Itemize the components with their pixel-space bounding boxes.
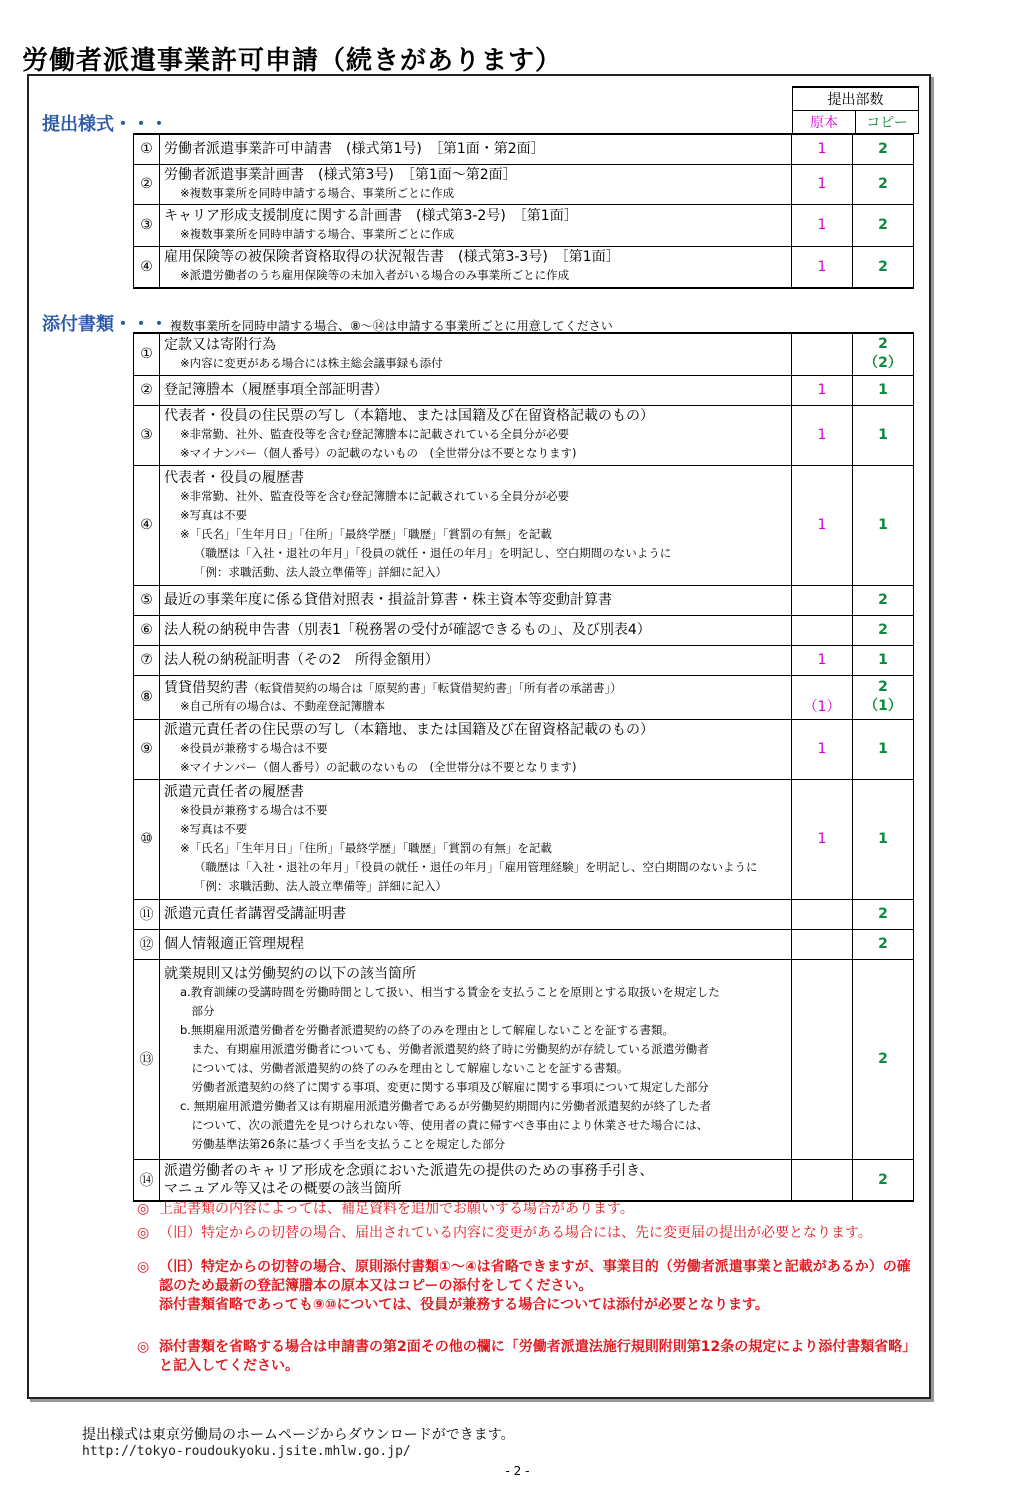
item-note: 労働基準法第26条に基づく手当を支払うことを規定した部分 <box>180 1136 506 1151</box>
item-title: 個人情報適正管理規程 <box>164 936 304 952</box>
item-title: 最近の事業年度に係る貸借対照表・損益計算書・株主資本等変動計算書 <box>164 592 612 608</box>
item-number: ① <box>134 333 160 375</box>
original-count <box>792 585 853 615</box>
item-note: ※マイナンバー（個人番号）の記載のないもの (全世帯分は不要となります) <box>180 760 577 774</box>
original-count: 1 <box>792 204 853 246</box>
item-note: 労働者派遣契約の終了に関する事項、変更に関する事項及び解雇に関する事項について規定した部分 <box>180 1079 709 1094</box>
table-row <box>134 134 914 164</box>
item-description <box>160 779 792 899</box>
item-number: ④ <box>134 465 160 585</box>
item-note-detail: （職歴は「入社・退社の年月」「役員の就任・退任の年月」「雇用管理経験」を明記し、空白期間のないように <box>194 859 758 874</box>
original-count: 1 <box>792 779 853 899</box>
original-count: 1 <box>792 164 853 204</box>
section-forms-label: 提出様式・・・ <box>42 114 168 135</box>
item-title: 法人税の納税証明書（その2 所得金額用） <box>164 652 439 668</box>
table-row <box>134 405 914 465</box>
original-count <box>792 615 853 645</box>
table-row <box>134 585 914 615</box>
item-title: 定款又は寄附行為 <box>164 336 276 353</box>
item-note: ※非常勤、社外、監査役等を含む登記簿謄本に記載されている全員分が必要 <box>180 427 570 441</box>
item-note: ※複数事業所を同時申請する場合、事業所ごとに作成 <box>180 226 455 241</box>
note-text <box>159 1338 911 1376</box>
note-text-extra: 添付書類省略であっても⑨⑩については、役員が兼務する場合については添付が必要となります。 <box>159 1297 769 1313</box>
item-title: 派遣元責任者の履歴書 <box>164 783 304 800</box>
item-note-detail: 「例：求職活動、法人設立準備等」詳細に記入） <box>194 564 447 579</box>
copies-header <box>792 86 919 134</box>
note-item <box>137 1200 917 1219</box>
original-count <box>792 333 853 375</box>
item-note: ※非常勤、社外、監査役等を含む登記簿謄本に記載されている全員分が必要 <box>180 488 570 503</box>
original-count: 1 <box>792 719 853 779</box>
footer-text: 提出様式は東京労働局のホームページからダウンロードができます。 <box>82 1427 515 1443</box>
item-description <box>160 164 792 204</box>
item-title: 雇用保険等の被保険者資格取得の状況報告書 (様式第3-3号) ［第1面］ <box>164 249 620 266</box>
note-text-body: 添付書類を省略する場合は申請書の第2面その他の欄に「労働者派遣法施行規則附則第12条の規定により添付書類省略」と記入してください。 <box>159 1339 910 1374</box>
item-note: ※自己所有の場合は、不動産登記簿謄本 <box>180 698 386 713</box>
copy-count-alt: （2） <box>864 355 902 372</box>
item-description <box>160 719 792 779</box>
item-title: 労働者派遣事業許可申請書 (様式第1号) ［第1面・第2面］ <box>164 141 545 158</box>
item-number: ⑥ <box>134 615 160 645</box>
note-text <box>159 1200 911 1219</box>
table-row <box>134 246 914 288</box>
table-row <box>134 204 914 246</box>
item-note: ※マイナンバー（個人番号）の記載のないもの (全世帯分は不要となります) <box>180 446 577 460</box>
item-title: 派遣元責任者の住民票の写し（本籍地、または国籍及び在留資格記載のもの） <box>164 722 654 738</box>
item-number: ⑨ <box>134 719 160 779</box>
item-title: 派遣元責任者講習受講証明書 <box>164 906 346 922</box>
original-count: 1 <box>792 134 853 164</box>
table-row <box>134 164 914 204</box>
item-number: ⑤ <box>134 585 160 615</box>
item-note: a.教育訓練の受講時間を労働時間として扱い、相当する賃金を支払うことを原則とする取扱いを規定した <box>180 984 720 999</box>
copy-count: 1 <box>853 465 914 585</box>
copy-count-value: 2 <box>878 336 888 353</box>
item-note: ※役員が兼務する場合は不要 <box>180 802 328 817</box>
item-title: 代表者・役員の住民票の写し（本籍地、または国籍及び在留資格記載のもの） <box>164 408 654 424</box>
item-description <box>160 929 792 959</box>
item-note: ※「氏名」「生年月日」「住所」「最終学歴」「職歴」「賞罰の有無」を記載 <box>180 840 552 855</box>
copy-count <box>853 675 914 719</box>
item-title: 法人税の納税申告書（別表1「税務署の受付が確認できるもの」、及び別表4） <box>164 622 651 638</box>
item-number: ⑭ <box>134 1159 160 1201</box>
item-number: ④ <box>134 246 160 288</box>
copy-count: 2 <box>853 585 914 615</box>
bullet-icon: ◎ <box>137 1339 150 1355</box>
item-title: 登記簿謄本（履歴事項全部証明書） <box>164 382 388 398</box>
item-description <box>160 375 792 405</box>
item-note: また、有期雇用派遣労働者についても、労働者派遣契約終了時に労働契約が存続している派遣労働者 <box>180 1041 709 1056</box>
item-title: 就業規則又は労働契約の以下の該当箇所 <box>164 965 416 982</box>
item-description <box>160 645 792 675</box>
item-number: ⑬ <box>134 959 160 1159</box>
item-number: ⑦ <box>134 645 160 675</box>
table-row <box>134 959 914 1159</box>
section-attachments-note: 複数事業所を同時申請する場合、⑧～⑭は申請する事業所ごとに用意してください <box>170 319 613 333</box>
item-number: ③ <box>134 204 160 246</box>
item-note: ※派遣労働者のうち雇用保険等の未加入者がいる場合のみ事業所ごとに作成 <box>180 268 570 283</box>
page-title: 労働者派遣事業許可申請（続きがあります） <box>22 46 563 76</box>
copy-count <box>853 333 914 375</box>
section-attachments-title: 添付書類・・・ <box>42 314 168 335</box>
original-count <box>792 675 853 719</box>
item-title: キャリア形成支援制度に関する計画書 (様式第3-2号) ［第1面］ <box>164 207 578 224</box>
copy-count: 2 <box>853 204 914 246</box>
item-title-line2: マニュアル等又はその概要の該当箇所 <box>164 1180 402 1197</box>
item-note: ※内容に変更がある場合には株主総会議事録も添付 <box>180 355 443 370</box>
note-item <box>137 1258 917 1315</box>
item-number: ② <box>134 375 160 405</box>
original-count: 1 <box>792 405 853 465</box>
copy-count: 2 <box>853 134 914 164</box>
table-row <box>134 899 914 929</box>
table-row <box>134 465 914 585</box>
original-count-value <box>792 678 852 696</box>
copy-count: 2 <box>853 929 914 959</box>
item-description <box>160 204 792 246</box>
copies-header-orig: 原本 <box>793 111 856 134</box>
table-row <box>134 1159 914 1201</box>
copy-count: 1 <box>853 779 914 899</box>
copy-count: 1 <box>853 375 914 405</box>
original-count <box>792 959 853 1159</box>
footer-url: http://tokyo-roudoukyoku.jsite.mhlw.go.jp/ <box>82 1444 411 1459</box>
table-row <box>134 375 914 405</box>
item-description <box>160 333 792 375</box>
item-description <box>160 134 792 164</box>
item-description <box>160 615 792 645</box>
item-number: ① <box>134 134 160 164</box>
note-text <box>159 1224 911 1243</box>
item-title: 賃貸借契約書 <box>164 679 248 696</box>
item-title: 労働者派遣事業計画書 (様式第3号) ［第1面～第2面］ <box>164 166 517 183</box>
copy-count-alt: （1） <box>864 698 902 714</box>
table-row <box>134 779 914 899</box>
bullet-icon: ◎ <box>137 1259 150 1275</box>
item-number: ③ <box>134 405 160 465</box>
copies-header-group: 提出部数 <box>793 87 919 111</box>
original-count <box>792 1159 853 1201</box>
table-row <box>134 645 914 675</box>
item-description <box>160 585 792 615</box>
note-text-body: 上記書類の内容によっては、補足資料を追加でお願いする場合があります。 <box>159 1201 634 1217</box>
forms-table <box>133 133 914 289</box>
item-note-detail: （職歴は「入社・退社の年月」「役員の就任・退任の年月」を明記し、空白期間のないように <box>194 545 672 560</box>
item-title-note: （転貸借契約の場合は「原契約書」「転貸借契約書」「所有者の承諾書」） <box>248 680 622 695</box>
item-description <box>160 899 792 929</box>
copies-header-copy: コピー <box>856 111 919 134</box>
note-text <box>159 1258 911 1315</box>
table-row <box>134 333 914 375</box>
original-count: 1 <box>792 375 853 405</box>
item-note: ※写真は不要 <box>180 821 248 836</box>
original-count: 1 <box>792 246 853 288</box>
item-note: については、労働者派遣契約の終了のみを理由として解雇しないことを証する書類。 <box>180 1060 629 1075</box>
copy-count: 1 <box>853 645 914 675</box>
item-note-detail: 「例：求職活動、法人設立準備等」詳細に記入） <box>194 878 447 893</box>
bullet-icon: ◎ <box>137 1201 150 1217</box>
copy-count: 1 <box>853 405 914 465</box>
table-row <box>134 615 914 645</box>
copy-count: 2 <box>853 246 914 288</box>
copy-count-value: 2 <box>878 679 888 695</box>
table-row <box>134 719 914 779</box>
item-note: ※複数事業所を同時申請する場合、事業所ごとに作成 <box>180 185 455 200</box>
item-note: ※「氏名」「生年月日」「住所」「最終学歴」「職歴」「賞罰の有無」を記載 <box>180 526 552 541</box>
item-note: b.無期雇用派遣労働者を労働者派遣契約の終了のみを理由として解雇しないことを証する書類。 <box>180 1022 674 1037</box>
note-text-body: （旧）特定からの切替の場合、届出されている内容に変更がある場合には、先に変更届の提出が必要となります。 <box>159 1225 872 1241</box>
original-count: 1 <box>792 465 853 585</box>
item-description <box>160 405 792 465</box>
item-description <box>160 1159 792 1201</box>
copy-count: 2 <box>853 615 914 645</box>
item-number: ⑫ <box>134 929 160 959</box>
original-count-alt: （1） <box>803 699 841 715</box>
page-number: - 2 - <box>505 1464 530 1478</box>
item-number: ⑪ <box>134 899 160 929</box>
note-item <box>137 1224 917 1243</box>
item-note: について、次の派遣先を見つけられない等、使用者の責に帰すべき事由により休業させた場合には、 <box>180 1117 709 1132</box>
item-description <box>160 465 792 585</box>
item-number: ② <box>134 164 160 204</box>
item-title: 派遣労働者のキャリア形成を念頭においた派遣先の提供のための事務手引き、 <box>164 1162 654 1179</box>
item-description <box>160 246 792 288</box>
note-text-body: （旧）特定からの切替の場合、原則添付書類①～④は省略できますが、事業目的（労働者派遣事業と記載があるか）の確認のため最新の登記簿謄本の原本又はコピーの添付をしてください。 <box>159 1259 911 1294</box>
original-count: 1 <box>792 645 853 675</box>
copy-count: 2 <box>853 1159 914 1201</box>
copy-count: 2 <box>853 959 914 1159</box>
note-item <box>137 1338 917 1376</box>
attachments-table <box>133 332 914 1202</box>
item-description <box>160 959 792 1159</box>
item-note: c. 無期雇用派遣労働者又は有期雇用派遣労働者であるが労働契約期間内に労働者派遣契約が終了した者 <box>180 1098 712 1113</box>
original-count <box>792 929 853 959</box>
copy-count: 1 <box>853 719 914 779</box>
copy-count: 2 <box>853 899 914 929</box>
table-row <box>134 929 914 959</box>
item-note: ※役員が兼務する場合は不要 <box>180 741 328 755</box>
original-count <box>792 899 853 929</box>
item-note: ※写真は不要 <box>180 507 248 522</box>
item-title: 代表者・役員の履歴書 <box>164 469 304 486</box>
item-description <box>160 675 792 719</box>
copy-count: 2 <box>853 164 914 204</box>
item-number: ⑩ <box>134 779 160 899</box>
table-row <box>134 675 914 719</box>
item-number: ⑧ <box>134 675 160 719</box>
bullet-icon: ◎ <box>137 1225 150 1241</box>
item-note: 部分 <box>180 1003 215 1018</box>
